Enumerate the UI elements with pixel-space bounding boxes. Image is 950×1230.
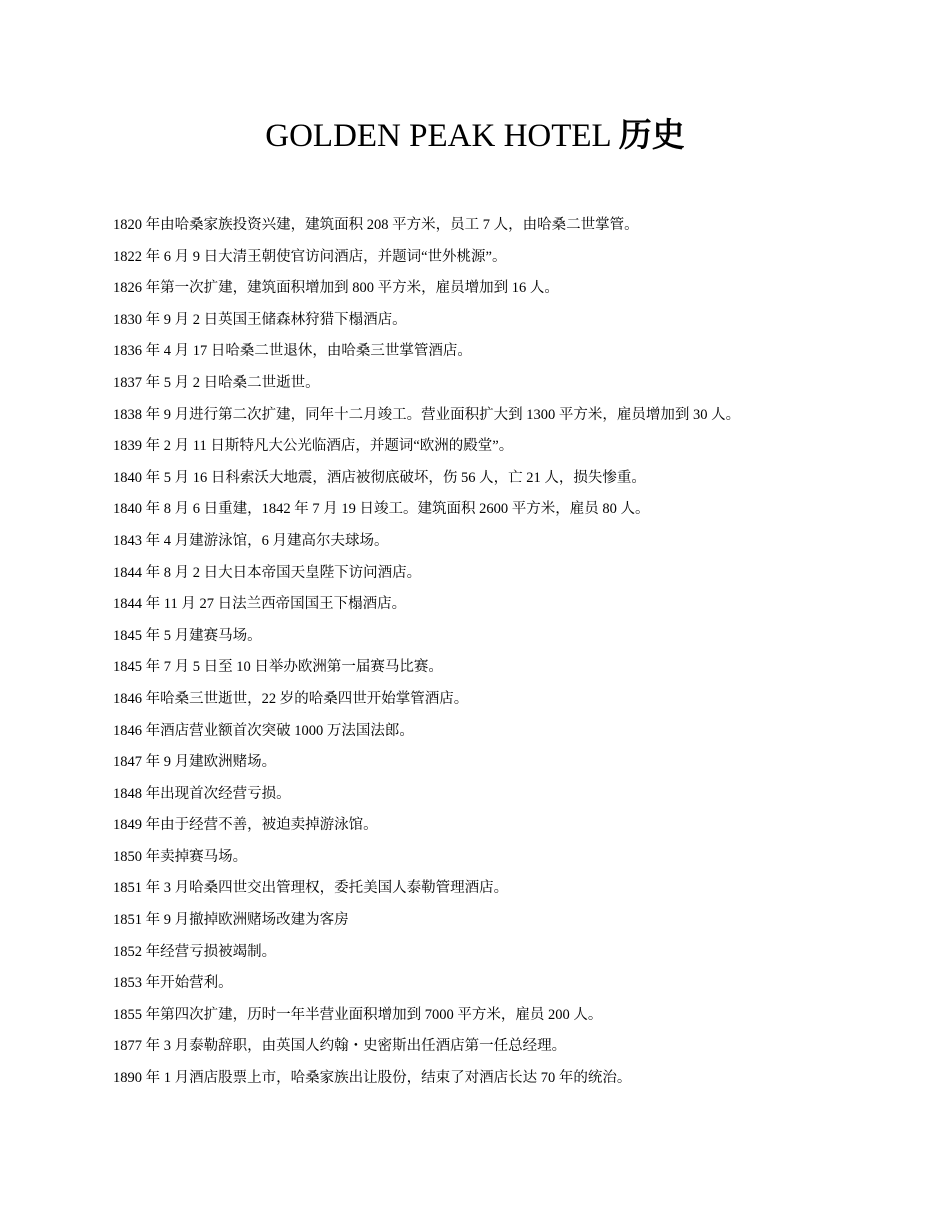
history-entry: 1830 年 9 月 2 日英国王储森林狩猎下榻酒店。: [113, 311, 407, 328]
history-entry: 1848 年出现首次经营亏损。: [113, 785, 291, 802]
history-entry: 1853 年开始营利。: [113, 975, 233, 992]
history-entry: 1852 年经营亏损被竭制。: [113, 943, 277, 960]
history-entry: 1846 年酒店营业额首次突破 1000 万法国法郎。: [113, 722, 414, 739]
history-entry: 1851 年 9 月撤掉欧洲赌场改建为客房: [113, 912, 349, 929]
page-title-cn: 历史: [618, 115, 685, 154]
history-entry: 1840 年 5 月 16 日科索沃大地震，酒店被彻底破坏，伤 56 人，亡 21 人，损失惨重。: [113, 469, 646, 486]
history-entry: 1845 年 7 月 5 日至 10 日举办欧洲第一届赛马比赛。: [113, 659, 443, 676]
history-entry: 1851 年 3 月哈桑四世交出管理权，委托美国人泰勒管理酒店。: [113, 880, 509, 897]
history-entry: 1826 年第一次扩建，建筑面积增加到 800 平方米，雇员增加到 16 人。: [113, 280, 559, 297]
history-list: [113, 212, 903, 1097]
history-entry: 1850 年卖掉赛马场。: [113, 848, 248, 865]
history-entry: 1849 年由于经营不善，被迫卖掉游泳馆。: [113, 817, 378, 834]
history-entry: 1877 年 3 月泰勒辞职，由英国人约翰・史密斯出任酒店第一任总经理。: [113, 1038, 567, 1055]
history-entry: 1838 年 9 月进行第二次扩建，同年十二月竣工。营业面积扩大到 1300 平方米，雇员增加到 30 人。: [113, 406, 741, 423]
history-entry: 1839 年 2 月 11 日斯特凡大公光临酒店，并题词“欧洲的殿堂”。: [113, 438, 514, 455]
history-entry: 1836 年 4 月 17 日哈桑二世退休，由哈桑三世掌管酒店。: [113, 343, 472, 360]
page-title-en: GOLDEN PEAK HOTEL: [265, 118, 619, 154]
history-entry: 1837 年 5 月 2 日哈桑二世逝世。: [113, 374, 320, 391]
page-title: [0, 112, 950, 159]
history-entry: 1844 年 11 月 27 日法兰西帝国国王下榻酒店。: [113, 596, 407, 613]
history-entry: 1840 年 8 月 6 日重建，1842 年 7 月 19 日竣工。建筑面积 2600 平方米，雇员 80 人。: [113, 501, 650, 518]
history-entry: 1890 年 1 月酒店股票上市，哈桑家族出让股份，结束了对酒店长达 70 年的统治。: [113, 1070, 632, 1087]
history-entry: 1847 年 9 月建欧洲赌场。: [113, 754, 277, 771]
history-entry: 1855 年第四次扩建，历时一年半营业面积增加到 7000 平方米，雇员 200 人。: [113, 1006, 603, 1023]
history-entry: 1843 年 4 月建游泳馆，6 月建高尔夫球场。: [113, 532, 389, 549]
history-entry: 1844 年 8 月 2 日大日本帝国天皇陛下访问酒店。: [113, 564, 422, 581]
history-entry: 1822 年 6 月 9 日大清王朝使官访问酒店，并题词“世外桃源”。: [113, 248, 507, 265]
history-entry: 1845 年 5 月建赛马场。: [113, 627, 262, 644]
history-entry: 1846 年哈桑三世逝世，22 岁的哈桑四世开始掌管酒店。: [113, 690, 469, 707]
history-entry: 1820 年由哈桑家族投资兴建，建筑面积 208 平方米，员工 7 人，由哈桑二世掌管。: [113, 217, 639, 233]
